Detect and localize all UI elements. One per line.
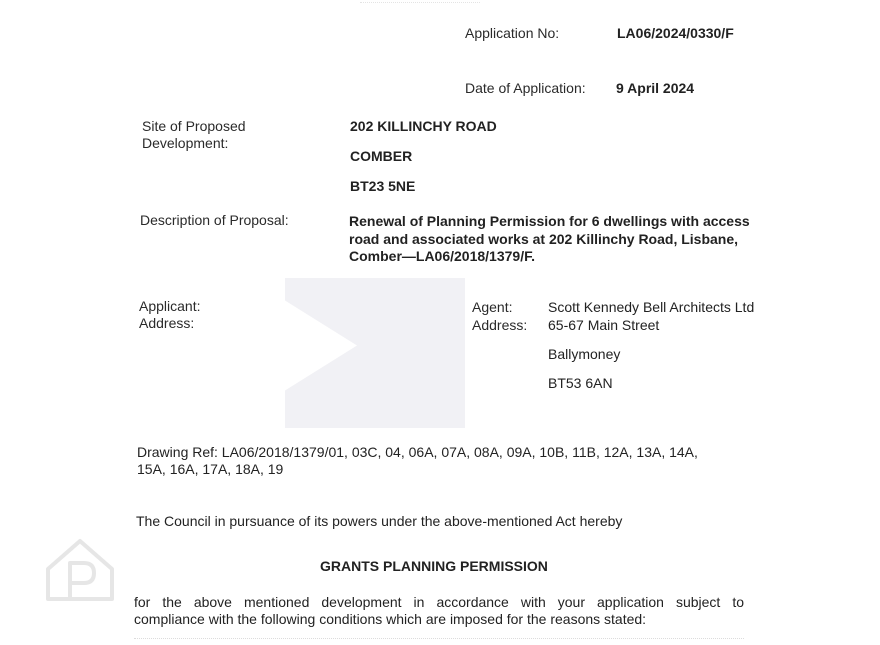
- drawing-ref-line2: 15A, 16A, 17A, 18A, 19: [137, 461, 284, 477]
- date-of-application-value: 9 April 2024: [616, 80, 695, 96]
- cropped-bottom-line: [134, 638, 744, 645]
- site-address-line1: 202 KILLINCHY ROAD: [350, 118, 497, 134]
- agent-address-label: Address:: [472, 317, 528, 333]
- site-address-line2: COMBER: [350, 148, 413, 164]
- site-label-line1: Site of Proposed: [142, 118, 246, 134]
- site-address-line3: BT23 5NE: [350, 178, 416, 194]
- proposal-label: Description of Proposal:: [140, 212, 289, 228]
- redacted-applicant-block: [285, 278, 465, 428]
- agent-address-line2: Ballymoney: [548, 346, 621, 362]
- drawing-ref-line1: Drawing Ref: LA06/2018/1379/01, 03C, 04, 06A, 07A, 08A, 09A, 10B, 11B, 12A, 13A, 14A,: [137, 444, 698, 460]
- conditions-line2: compliance with the following conditions which are imposed for the reasons stated:: [134, 611, 647, 627]
- proposal-line3: Comber—LA06/2018/1379/F.: [349, 248, 535, 264]
- grant-heading: GRANTS PLANNING PERMISSION: [320, 558, 548, 574]
- conditions-line1: for the above mentioned development in accordance with your application subject to: [134, 594, 744, 610]
- agent-label: Agent:: [472, 299, 513, 315]
- proposal-line2: road and associated works at 202 Killinchy Road, Lisbane,: [349, 231, 739, 247]
- application-no-label: Application No:: [465, 25, 560, 41]
- site-label-line2: Development:: [142, 135, 229, 151]
- agent-address-line1: 65-67 Main Street: [548, 317, 660, 333]
- agent-name: Scott Kennedy Bell Architects Ltd: [548, 299, 755, 315]
- date-of-application-label: Date of Application:: [465, 80, 586, 96]
- applicant-label: Applicant:: [139, 298, 201, 314]
- agent-address-line3: BT53 6AN: [548, 375, 613, 391]
- proposal-line1: Renewal of Planning Permission for 6 dwellings with access: [349, 213, 750, 229]
- cropped-top-line: [360, 0, 480, 3]
- council-statement: The Council in pursuance of its powers under the above-mentioned Act hereby: [136, 513, 623, 529]
- applicant-address-label: Address:: [139, 315, 195, 331]
- property-pal-logo-icon: [42, 535, 118, 603]
- application-no-value: LA06/2024/0330/F: [617, 25, 734, 41]
